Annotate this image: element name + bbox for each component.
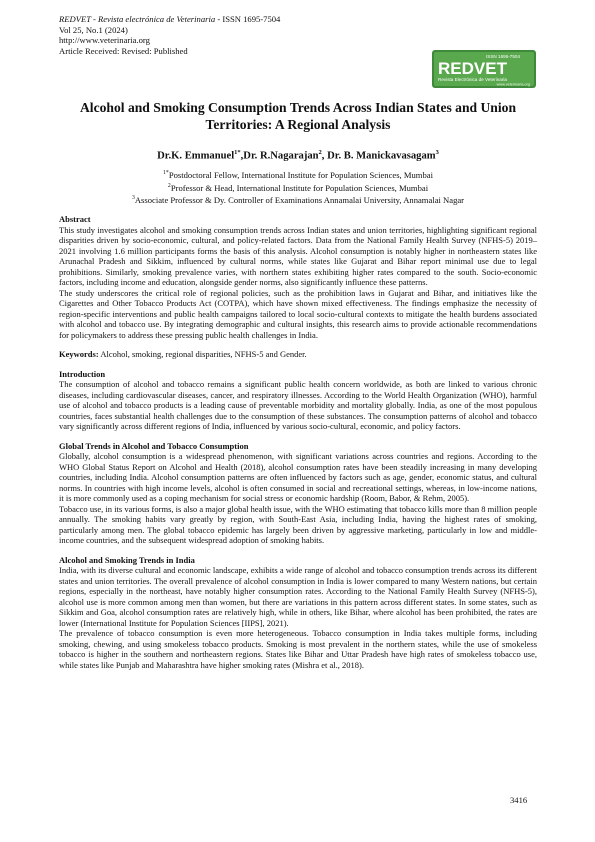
logo-name: REDVET xyxy=(438,59,507,78)
journal-name: REDVET - Revista electrónica de Veterinaria xyxy=(59,14,216,24)
section-paragraph: India, with its diverse cultural and economic landscape, exhibits a wide range of alcohol and tobacco consumption trends across its different states and union territories. The overall prevalence of alcohol consumption in India is lower compared to many Western nations, but certain regions, especially in the northeast, have notably higher consumption rates. According to the National Family Health Survey (NFHS-5), alcohol use is more common among men than women, but there are variations in this pattern across different states. In some states, such as Sikkim and Goa, alcohol consumption rates are relatively high, while in others, like Bihar, where alcohol has been prohibited, the rates are lower (International Institute for Population Sciences [IIPS], 2021). xyxy=(59,565,537,628)
keywords xyxy=(59,349,537,360)
author-name: ,Dr. R.Nagarajan xyxy=(240,150,319,162)
section-heading-india-trends: Alcohol and Smoking Trends in India xyxy=(59,554,195,565)
section-paragraph: The consumption of alcohol and tobacco remains a significant public health concern worldwide, as both are linked to various chronic diseases, including cardiovascular diseases, cancer, and respiratory illnesses. According to the World Health Organization (WHO), harmful use of alcohol and tobacco products is a leading cause of preventable morbidity and mortality globally. India, as one of the most populous countries, faces substantial health challenges due to the consumption of these substances. The consumption patterns of alcohol and tobacco vary significantly across different regions of India, influenced by various socio-cultural, economic, and policy factors. xyxy=(59,379,537,431)
affiliation-sup: 3 xyxy=(131,195,135,202)
affiliation xyxy=(59,193,537,206)
affiliation-list xyxy=(59,168,537,206)
author-sup: 3 xyxy=(435,149,439,156)
author-list xyxy=(59,146,537,163)
section-heading-introduction: Introduction xyxy=(59,368,106,379)
article-status: Article Received: Revised: Published xyxy=(59,45,188,56)
affiliation-text: Postdoctoral Fellow, International Institute for Population Sciences, Mumbai xyxy=(168,169,433,180)
journal-url[interactable]: http://www.veterinaria.org xyxy=(59,35,150,46)
affiliation-text: Professor & Head, International Institute for Population Sciences, Mumbai xyxy=(170,182,429,193)
affiliation xyxy=(59,181,537,194)
paper-body xyxy=(59,214,537,670)
affiliation-sup: 1* xyxy=(163,170,169,176)
affiliation xyxy=(59,168,537,181)
author-name: , Dr. B. Manickavasagam xyxy=(321,150,436,162)
abstract-paragraph: The study underscores the critical role of regional policies, such as the prohibition laws in Gujarat and Bihar, and initiatives like the Cigarettes and Other Tobacco Products Act (COTPA), which have shown mixed effectiveness. The findings emphasize the necessity of region-specific interventions and public health campaigns tailored to local socio-cultural contexts to mitigate the health burdens associated with alcohol and tobacco use. By integrating demographic and cultural insights, this research aims to provide actionable recommendations for policymakers to address these pressing public health challenges in India. xyxy=(59,287,537,340)
author-sup: 1* xyxy=(234,149,241,156)
journal-issn: - ISSN 1695-7504 xyxy=(215,14,281,24)
logo-issn: ISSN 1695-7504 xyxy=(486,54,520,59)
section-paragraph: Globally, alcohol consumption is a widespread phenomenon, with significant variations across countries and regions. According to the WHO Global Status Report on Alcohol and Health (2018), alcohol consumption rates have been steadily increasing in many developing countries, including India. Alcohol consumption patterns are often influenced by factors such as age, gender, economic status, and cultural norms. In countries with high income levels, alcohol is often consumed in social and recreational settings, whereas, in low-income nations, it is more commonly used as a coping mechanism for social stress or economic hardship (Room, Babor, & Rehm, 2005). xyxy=(59,451,537,503)
author-name: Dr.K. Emmanuel xyxy=(157,150,235,162)
paper-title: Alcohol and Smoking Consumption Trends Across Indian States and Union Territories: A Regional Analysis xyxy=(79,100,517,132)
affiliation-text: Associate Professor & Dy. Controller of Examinations Annamalai University, Annamalai Nagar xyxy=(134,195,465,206)
section-paragraph: The prevalence of tobacco consumption is even more heterogeneous. Tobacco consumption in India takes multiple forms, including smoking, chewing, and using smokeless tobacco products. Smoking is most prevalent in the northern states, while the use of smokeless tobacco is higher in the southern and northeastern regions. States like Bihar and Uttar Pradesh have high rates of smokeless tobacco use, while states like Punjab and Maharashtra have higher smoking rates (Mishra et al., 2018). xyxy=(59,628,537,670)
page-number: 3416 xyxy=(510,795,528,805)
section-heading-global-trends: Global Trends in Alcohol and Tobacco Consumption xyxy=(59,440,249,451)
logo-subtitle: Revista Electrónica de Veterinaria xyxy=(438,77,507,82)
journal-volume: Vol 25, No.1 (2024) xyxy=(59,24,128,35)
abstract-paragraph: This study investigates alcohol and smoking consumption trends across Indian states and union territories, highlighting significant regional disparities driven by socio-economic, cultural, and policy-related factors. Data from the National Family Health Survey (NFHS-5) 2019–2021 involving 1.6 million participants forms the basis of this analysis. Alcohol consumption is notably higher in northeastern states like Arunachal Pradesh and Sikkim, influenced by cultural norms, while states like Gujarat and Bihar report minimal use due to legal prohibitions. Similarly, smoking prevalence varies, with northern states exhibiting higher rates compared to the south. Socio-economic factors, including income and education, alongside gender norms, also significantly influence these patterns. xyxy=(59,224,537,287)
journal-header xyxy=(59,14,389,56)
logo-site: www.veterinaria.org xyxy=(496,82,530,87)
redvet-logo xyxy=(432,50,536,88)
journal-line xyxy=(59,14,389,25)
author-sup: 2 xyxy=(318,149,322,156)
keywords-text: Alcohol, smoking, regional disparities, NFHS-5 and Gender. xyxy=(98,349,307,359)
affiliation-sup: 2 xyxy=(167,182,171,189)
keywords-label: Keywords: xyxy=(59,349,99,359)
section-paragraph: Tobacco use, in its various forms, is also a major global health issue, with the WHO estimating that tobacco kills more than 8 million people annually. The smoking habits vary greatly by region, with South-East Asia, including India, having the highest rates of smoking, particularly among men. The global tobacco epidemic has largely been driven by aggressive marketing, particularly in low and middle-income countries, and the subsequent widespread adoption of smoking habits. xyxy=(59,503,537,545)
abstract-heading: Abstract xyxy=(59,214,91,224)
